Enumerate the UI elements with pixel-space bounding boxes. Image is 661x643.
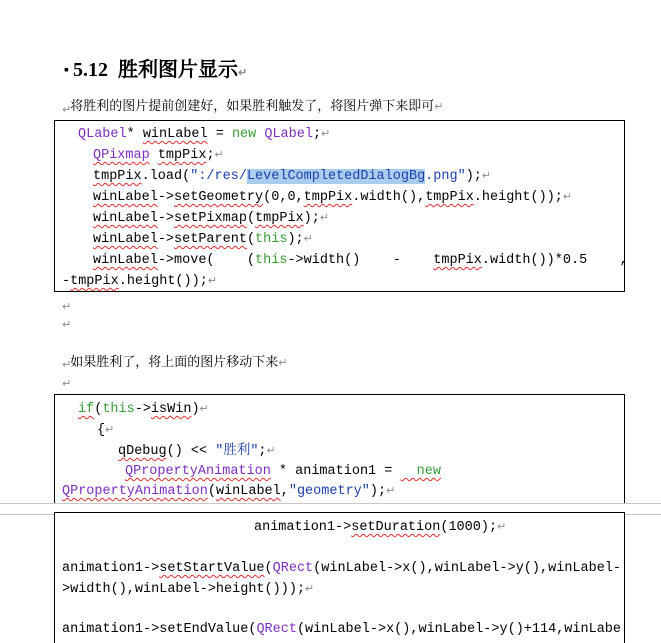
code-token: tmpPix [303,190,353,205]
paragraph-mark: ↵ [214,150,224,162]
code-token: -> [134,402,151,417]
code-token: (1000); [440,520,498,535]
code-token: tmpPix [93,169,142,184]
code-token: QPropertyAnimation [62,484,208,499]
empty-paragraph-mark: ↵ [62,103,72,116]
code-token: ) [191,402,200,417]
code-token: ); [369,484,387,499]
code-token: new [400,464,441,479]
code-token: QRect [256,622,297,637]
code-token: .height()); [118,274,208,289]
code1-line-1 [78,124,330,146]
code-token: tmpPix [425,190,474,205]
paragraph-1-text: 将胜利的图片提前创建好，如果胜利触发了，将图片弹下来即可 [70,99,435,114]
paragraph-mark: ↵ [105,425,115,437]
code-token: animation1->setEndValue( [62,622,257,637]
code-token: setPixmap [174,211,247,226]
paragraph-mark: ↵ [303,234,313,246]
code-token: isWin [150,402,192,417]
code-token: ; [206,148,215,163]
paragraph-mark: ↵ [305,584,315,596]
paragraph-mark: ↵ [319,213,330,225]
code-token: setGeometry [174,190,264,205]
code1-line-4 [93,187,572,209]
paragraph-mark: ↵ [481,171,492,183]
code-token: -> [157,190,175,205]
code-token: QRect [272,561,314,576]
heading-title: 胜利图片显示 [117,59,238,81]
code-token: this [102,402,135,417]
empty-paragraph-mark: ↵ [62,358,72,371]
code-token: ); [303,211,320,226]
code2-line-4 [125,461,441,482]
code-token: tmpPix [70,274,119,289]
code-token: ); [287,232,304,247]
empty-paragraph-mark: ↵ [62,300,72,313]
code-token: >width(),winLabel->height())); [62,582,306,597]
code-token: ); [465,169,482,184]
code-token: * [126,127,143,142]
paragraph-mark: ↵ [237,67,248,79]
code3-line-2 [62,558,621,579]
code-token: winLabel [93,211,158,226]
code3-line-3 [62,579,314,601]
code-token: ->move( ( [157,253,256,268]
code-token: winLabel [93,253,158,268]
code-token: .width())*0.5 , [481,253,628,268]
code2-line-5 [62,481,395,503]
code-token: * animation1 = [270,464,401,479]
code-token: .width(), [352,190,426,205]
code-token: winLabel [93,190,158,205]
code-token: ( [264,561,273,576]
code-token: - [62,274,71,289]
code-token: setDuration [351,520,441,535]
code-token: .png" [425,169,466,184]
paragraph-mark: ↵ [199,404,209,416]
code-token: this [255,232,288,247]
paragraph-2 [62,336,288,370]
section-heading [54,30,247,82]
code-token: = [207,127,232,142]
code-token: tmpPix [433,253,482,268]
selected-text[interactable]: LevelCompletedDialogBg [246,169,426,184]
code-token: .height()); [473,190,563,205]
code-token: () << [166,444,216,459]
code1-line-8 [62,271,217,293]
code-token: new [231,127,257,142]
code-token: tmpPix [157,148,207,163]
code-token: ":/res/ [190,169,247,184]
code1-line-7 [93,250,628,271]
code-token: ; [258,444,267,459]
code-token: ->width() - [287,253,434,268]
code-token: QLabel [78,127,127,142]
code-token: "胜利" [215,444,259,459]
code-token: QLabel [264,127,313,142]
code-token: .load( [141,169,191,184]
code-token: winLabel [215,484,281,499]
code-token: { [97,423,106,438]
paragraph-mark: ↵ [207,276,218,288]
code-token: if [78,402,95,417]
code-token: qDebug [118,444,167,459]
code3-line-4 [62,619,621,640]
code-token [150,148,158,163]
code1-line-3 [93,166,491,188]
code-token: "geometry" [288,484,370,499]
code-token: , [280,484,289,499]
code-token: (winLabel->x(),winLabel->y()+114,winLabe [296,622,622,637]
code1-line-5 [93,208,329,230]
code-token: ( [207,484,216,499]
code-token: QPixmap [93,148,150,163]
code-token: -> [157,232,175,247]
paragraph-mark: ↵ [266,446,276,458]
paragraph-1 [62,80,444,114]
code3-line-1 [254,517,506,539]
code-token: ( [94,402,103,417]
code-token: (0,0, [263,190,304,205]
empty-paragraph-mark: ↵ [62,318,72,331]
code-token: winLabel [93,232,158,247]
heading-bullet: ▪ [64,63,69,78]
code-token: ; [312,127,322,142]
code-token: -> [157,211,175,226]
code-token: setStartValue [159,561,265,576]
code-token: QPropertyAnimation [125,464,271,479]
paragraph-mark: ↵ [562,192,573,204]
paragraph-2-text: 如果胜利了，将上面的图片移动下来 [70,355,279,370]
code-token: (winLabel->x(),winLabel->y(),winLabel- [313,561,622,576]
code1-line-6 [93,229,313,251]
paragraph-mark: ↵ [321,129,331,141]
paragraph-mark: ↵ [497,522,507,534]
code-token: this [255,253,288,268]
code2-line-1 [78,399,209,421]
paragraph-mark: ↵ [434,100,444,113]
code-token: ( [246,211,256,226]
code-token: ( [246,232,256,247]
code-token: winLabel [142,127,208,142]
empty-paragraph-mark: ↵ [62,377,72,390]
code1-line-2 [93,145,224,167]
code-token: setParent [174,232,247,247]
code2-line-3 [118,441,276,463]
paragraph-mark: ↵ [278,356,288,369]
paragraph-mark: ↵ [386,486,396,498]
code-token: animation1-> [254,520,352,535]
heading-number: 5.12 [72,59,108,81]
code-token: animation1-> [62,561,160,576]
code-token: tmpPix [255,211,304,226]
code2-line-2 [97,420,114,442]
